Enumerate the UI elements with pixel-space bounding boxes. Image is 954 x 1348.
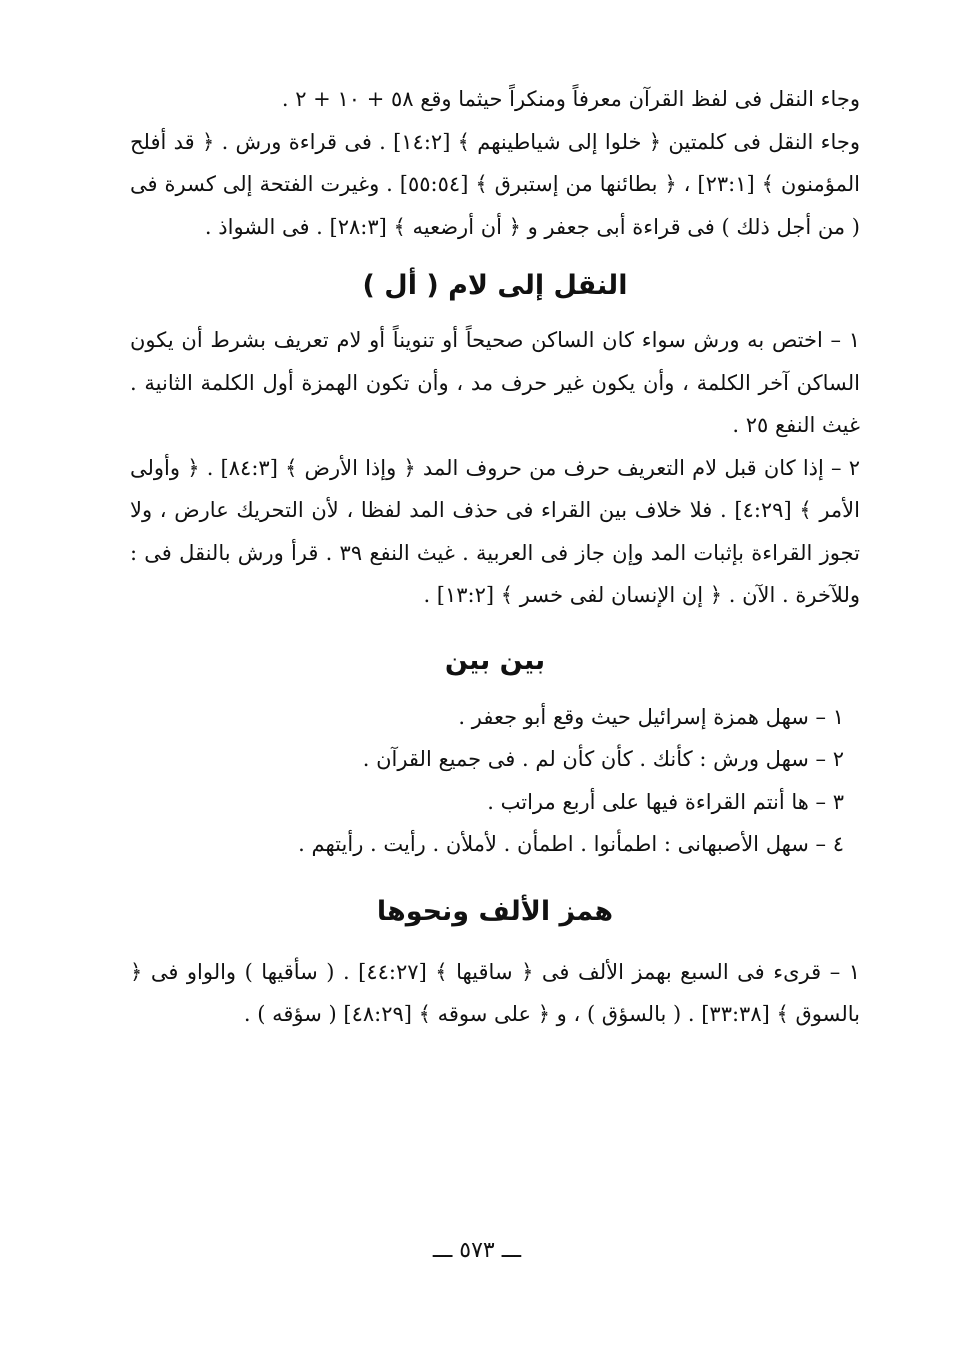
section1-paragraph-2: ٢ – إذا كان قبل لام التعريف حرف من حروف المد ﴿ وإذا الأرض ﴾ [٨٤:٣] . ﴿ وأولى الأمر ﴾ [٤:٢٩] . فلا خلاف بين القراء فى حذف المد لفظا ، لأن التحريك عارض ، ولا تجوز القراءة بإثبات المد وإن جاز فى العربية . غيث النفع ٣٩ . قرأ ورش بالنقل فى : وللآخرة . الآن . ﴿ إن الإنسان لفى خسر ﴾ [١٣:٢] . — [130, 455, 860, 607]
page-body — [130, 78, 860, 1036]
section-heading-bayna-bayna: بين بين — [444, 644, 546, 676]
list-item: ٤ – سهل الأصبهانى : اطمأنوا . اطمأن . لأملأن . رأيت . رأيتهم . — [298, 832, 844, 856]
section1-paragraph-1: ١ – اختص به ورش سواء كان الساكن صحيحاً أو تنويناً أو لام تعريف بشرط أن يكون الساكن آخر الكلمة ، وأن يكون غير حرف مد ، وأن تكون الهمزة أول الكلمة الثانية . غيث النفع ٢٥ . — [130, 328, 860, 437]
page-number: ـــ ٥٧٣ ـــ — [432, 1238, 522, 1263]
section2-list — [130, 696, 860, 866]
list-item: ٣ – ها أنتم القراءة فيها على أربع مراتب . — [487, 789, 844, 814]
section-heading-naql-lam: النقل إلى لام ( أل ) — [362, 270, 628, 301]
section3-paragraph-1: ١ – قرىء فى السبع بهمز الألف فى ﴿ ساقيها ﴾ [٤٤:٢٧] . ( سأقيها ) والواو فى ﴿ بالسوق ﴾ [٣٣:٣٨] . ( بالسؤق ) ، و ﴿ على سوقه ﴾ [٤٨:٢٩] ( سؤقه ) . — [130, 959, 860, 1026]
list-item: ١ – سهل همزة إسرائيل حيث وقع أبو جعفر . — [458, 704, 844, 729]
section3-body — [130, 951, 860, 1036]
section1-body — [130, 319, 860, 617]
section-heading-hamz-alif: همز الألف ونحوها — [376, 895, 614, 927]
intro-line-2: وجاء النقل فى كلمتين ﴿ خلوا إلى شياطينهم ﴾ [١٤:٢] . فى قراءة ورش . ﴿ قد أفلح المؤمنون ﴾ [٢٣:١] ، ﴿ بطائنها من إستبرق ﴾ [٥٥:٥٤] . وغيرت الفتحة إلى كسرة فى ( من أجل ذلك ) فى قراءة أبى جعفر و ﴿ أن أرضعيه ﴾ [٢٨:٣] . فى الشواذ . — [130, 129, 860, 239]
intro-paragraph — [130, 78, 860, 248]
list-item: ٢ – سهل ورش : كأنك . كأن كأن لم . فى جميع القرآن . — [362, 747, 844, 771]
intro-line-1: وجاء النقل فى لفظ القرآن معرفاً ومنكراً حيثما وقع ٥٨ + ١٠ + ٢ . — [281, 87, 860, 111]
